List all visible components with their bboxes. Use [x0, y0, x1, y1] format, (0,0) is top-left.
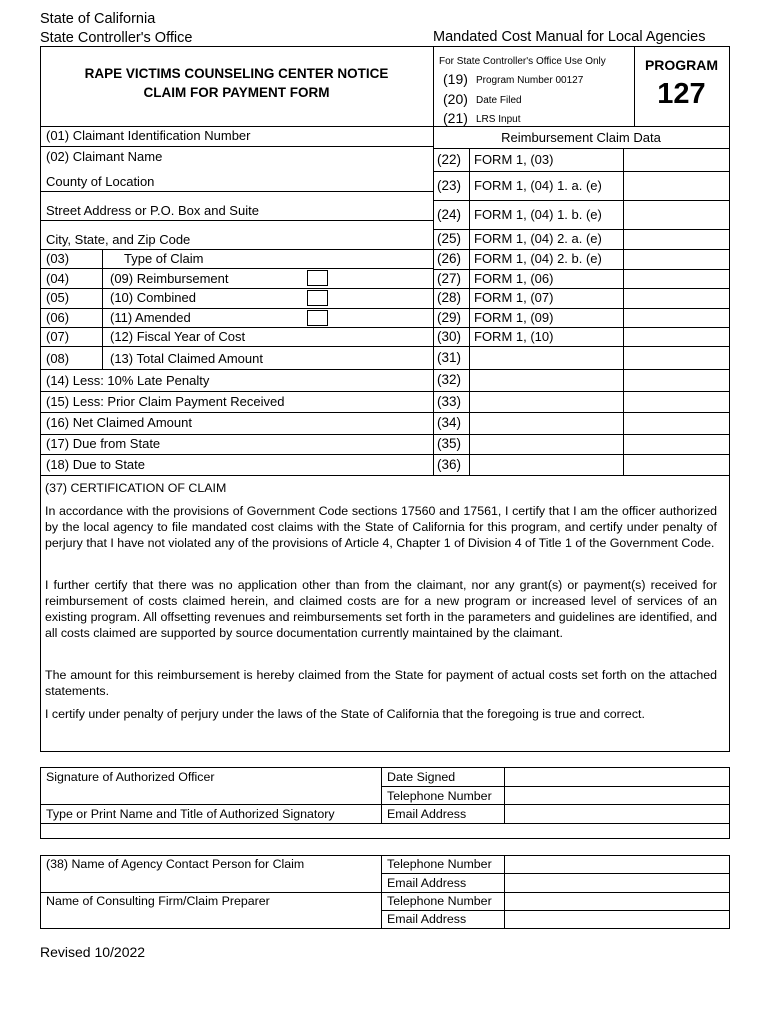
row-line: [40, 391, 433, 392]
form-title-line2: CLAIM FOR PAYMENT FORM: [143, 85, 330, 100]
total-claimed-label: (13) Total Claimed Amount: [110, 351, 263, 366]
claim-data-row-label: FORM 1, (09): [474, 310, 554, 325]
program-number: 127: [657, 78, 706, 110]
claim-data-row-number: (32): [437, 372, 462, 387]
claim-data-value-field[interactable]: [624, 309, 729, 327]
claim-data-row-number: (26): [437, 251, 462, 266]
claim-data-row-number: (31): [437, 350, 462, 365]
date-signed-field[interactable]: [505, 768, 729, 786]
print-name-field[interactable]: [41, 824, 729, 838]
claim-data-row-number: (34): [437, 415, 462, 430]
row-07-number: (07): [46, 329, 70, 344]
contact-email-field[interactable]: [505, 874, 729, 892]
claim-data-value-field[interactable]: [624, 230, 729, 249]
type-column-divider: [102, 249, 103, 369]
row-line: [40, 220, 433, 221]
claim-data-value-field[interactable]: [624, 347, 729, 369]
signatory-telephone-label: Telephone Number: [387, 789, 492, 803]
row-line: [40, 327, 433, 328]
row-line: [40, 191, 433, 192]
firm-email-label: Email Address: [387, 912, 467, 926]
claim-data-value-field[interactable]: [624, 289, 729, 308]
type-of-claim-label: Type of Claim: [124, 251, 204, 266]
manual-title: Mandated Cost Manual for Local Agencies: [433, 29, 706, 45]
claim-data-value-field[interactable]: [624, 413, 729, 434]
form-title-line1: RAPE VICTIMS COUNSELING CENTER NOTICE: [84, 66, 389, 81]
row-03-number: (03): [46, 251, 70, 266]
late-penalty-label: (14) Less: 10% Late Penalty: [46, 373, 210, 388]
claim-data-row-label: FORM 1, (07): [474, 290, 554, 305]
claim-data-row-number: (25): [437, 231, 462, 246]
certification-paragraph-4: I certify under penalty of perjury under the laws of the State of California that the foregoing is true and correct.: [45, 707, 645, 721]
sco-use-label: For State Controller's Office Use Only: [439, 56, 606, 67]
claim-data-value-field[interactable]: [624, 328, 729, 346]
claim-data-value-field[interactable]: [624, 392, 729, 412]
certification-paragraph-2: I further certify that there was no application other than from the claimant, nor any grant(s) or payment(s) received for reimbursement of costs claimed herein, and claimed costs are for a new program or increased level of services of an existing program. All offsetting revenues and reimbursements set forth in the parameters and guidelines are identified, and all costs claimed are supported by source documentation currently maintained by the claimant.: [45, 578, 717, 640]
date-signed-label: Date Signed: [387, 770, 456, 784]
claim-data-row-label: FORM 1, (04) 1. a. (e): [474, 178, 602, 193]
prior-payment-label: (15) Less: Prior Claim Payment Received: [46, 394, 285, 409]
data-table-bottom: [40, 475, 730, 476]
claim-data-value-field[interactable]: [624, 149, 729, 171]
revised-date: Revised 10/2022: [40, 944, 146, 960]
amended-label: (11) Amended: [110, 310, 191, 325]
contact-telephone-label: Telephone Number: [387, 857, 492, 871]
cert-bottom-border: [40, 751, 730, 752]
row-line: [40, 146, 433, 147]
fiscal-year-label: (12) Fiscal Year of Cost: [110, 329, 246, 344]
combined-label: (10) Combined: [110, 290, 196, 305]
state-label: State of California: [40, 11, 156, 27]
claim-data-row-number: (35): [437, 436, 462, 451]
field-20-number: (20): [443, 91, 468, 107]
due-to-state-label: (18) Due to State: [46, 457, 145, 472]
claim-data-row-number: (30): [437, 329, 462, 344]
row-line: [40, 454, 433, 455]
contact-telephone-field[interactable]: [505, 856, 729, 873]
header-bottom-line: [40, 126, 730, 127]
claim-data-value-field[interactable]: [624, 435, 729, 454]
certification-heading: (37) CERTIFICATION OF CLAIM: [45, 481, 227, 495]
net-claimed-label: (16) Net Claimed Amount: [46, 415, 192, 430]
cert-right-border: [729, 475, 730, 752]
row-line: [40, 346, 433, 347]
firm-telephone-field[interactable]: [505, 893, 729, 910]
claim-data-row-number: (29): [437, 310, 462, 325]
claim-data-row-number: (22): [437, 152, 462, 167]
right-num-divider: [469, 148, 470, 476]
claim-data-heading: Reimbursement Claim Data: [501, 130, 661, 145]
field-19-label: Program Number 00127: [476, 75, 584, 86]
row-04-number: (04): [46, 271, 70, 286]
claim-data-row-label: FORM 1, (10): [474, 329, 554, 344]
county-label: County of Location: [46, 174, 155, 189]
claim-data-row-label: FORM 1, (04) 2. b. (e): [474, 251, 602, 266]
claim-data-value-field[interactable]: [624, 250, 729, 269]
claim-data-row-label: FORM 1, (04) 2. a. (e): [474, 231, 602, 246]
firm-email-field[interactable]: [505, 911, 729, 928]
claim-data-row-number: (33): [437, 394, 462, 409]
claim-data-row-number: (36): [437, 457, 462, 472]
due-from-state-label: (17) Due from State: [46, 436, 161, 451]
claim-data-row-label: FORM 1, (06): [474, 271, 554, 286]
firm-telephone-label: Telephone Number: [387, 894, 492, 908]
row-line: [40, 308, 433, 309]
row-line: [40, 288, 433, 289]
certification-paragraph-1: In accordance with the provisions of Government Code sections 17560 and 17561, I certify that I am the officer authorized by the local agency to file mandated cost claims with the State of California for this program, and certify under penalty of perjury that I have not violated any of the provisions of Article 4, Chapter 1 of Division 4 of Title 1 of the Government Code.: [45, 504, 717, 550]
claim-data-row-label: FORM 1, (04) 1. b. (e): [474, 207, 602, 222]
consulting-firm-label: Name of Consulting Firm/Claim Preparer: [46, 894, 270, 908]
reimbursement-checkbox[interactable]: [307, 270, 328, 286]
claimant-name-label: (02) Claimant Name: [46, 149, 163, 164]
claim-data-value-field[interactable]: [624, 455, 729, 475]
office-label: State Controller's Office: [40, 30, 193, 46]
row-line: [40, 434, 433, 435]
claim-data-value-field[interactable]: [624, 370, 729, 391]
city-label: City, State, and Zip Code: [46, 232, 191, 247]
field-21-number: (21): [443, 110, 468, 126]
field-21-label: LRS Input: [476, 114, 521, 125]
program-label: PROGRAM: [644, 57, 719, 73]
claim-data-row-number: (28): [437, 290, 462, 305]
claim-data-value-field[interactable]: [624, 172, 729, 200]
claim-data-value-field[interactable]: [624, 201, 729, 229]
sig-divider: [381, 767, 382, 823]
row-06-number: (06): [46, 310, 70, 325]
signatory-email-field[interactable]: [505, 805, 729, 823]
field-20-label: Date Filed: [476, 95, 522, 106]
certification-paragraph-3: The amount for this reimbursement is hereby claimed from the State for payment of actual costs set forth on the attached statements.: [45, 668, 717, 698]
officer-signature-label: Signature of Authorized Officer: [46, 770, 215, 784]
agency-contact-label: (38) Name of Agency Contact Person for Claim: [46, 857, 305, 871]
claim-data-row-label: FORM 1, (03): [474, 152, 554, 167]
claimant-id-label: (01) Claimant Identification Number: [46, 128, 251, 143]
row-line: [40, 268, 433, 269]
signatory-telephone-field[interactable]: [505, 787, 729, 804]
print-name-label: Type or Print Name and Title of Authorized Signatory: [46, 807, 335, 821]
field-19-number: (19): [443, 71, 468, 87]
row-line: [40, 412, 433, 413]
top-border: [40, 46, 730, 47]
row-line: [40, 369, 433, 370]
cert-left-border: [40, 475, 41, 752]
claim-data-row-number: (27): [437, 271, 462, 286]
amended-checkbox[interactable]: [307, 310, 328, 326]
reimbursement-label: (09) Reimbursement: [110, 271, 229, 286]
street-label: Street Address or P.O. Box and Suite: [46, 203, 259, 218]
claim-data-row-number: (24): [437, 207, 462, 222]
claim-data-value-field[interactable]: [624, 270, 729, 288]
claim-data-row-number: (23): [437, 178, 462, 193]
row-05-number: (05): [46, 290, 70, 305]
row-08-number: (08): [46, 351, 70, 366]
signatory-email-label: Email Address: [387, 807, 467, 821]
contact-email-label: Email Address: [387, 876, 467, 890]
combined-checkbox[interactable]: [307, 290, 328, 306]
row-line: [40, 249, 433, 250]
